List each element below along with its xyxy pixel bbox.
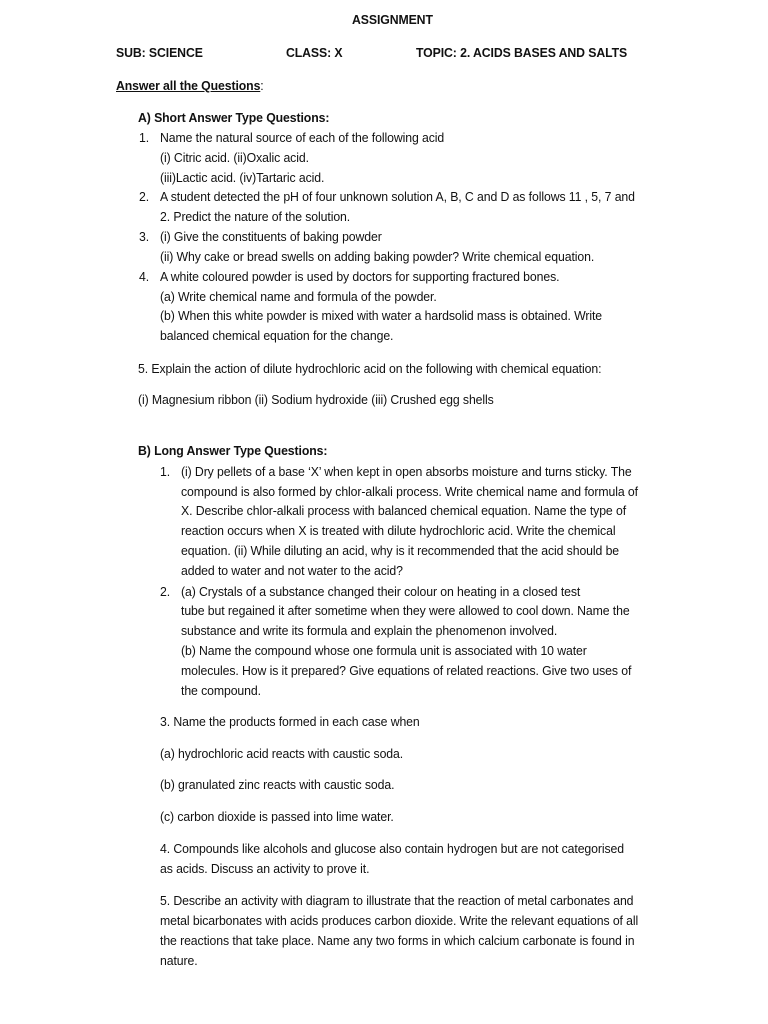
section-a-q3-text: (i) Give the constituents of baking powder — [160, 229, 382, 244]
instruction-text: Answer all the Questions — [116, 78, 261, 93]
assignment-title: ASSIGNMENT — [352, 12, 433, 27]
section-a-q1-line3: (iii)Lactic acid. (iv)Tartaric acid. — [160, 170, 325, 185]
section-a-q4-text: A white coloured powder is used by doctors for supporting fractured bones. — [160, 269, 560, 284]
section-a-q2-number: 2. — [139, 189, 150, 204]
section-a-q4-number: 4. — [139, 269, 150, 284]
section-b-heading: B) Long Answer Type Questions: — [138, 443, 328, 458]
section-a-q1-line2: (i) Citric acid. (ii)Oxalic acid. — [160, 150, 309, 165]
section-a-q1-number: 1. — [139, 130, 150, 145]
class-label: CLASS: X — [286, 45, 343, 60]
section-a-q3-line2: (ii) Why cake or bread swells on adding baking powder? Write chemical equation. — [160, 249, 595, 264]
section-a-q4-line3: (b) When this white powder is mixed with water a hardsolid mass is obtained. Write — [160, 308, 603, 323]
section-b-q2-line5: molecules. How is it prepared? Give equations of related reactions. Give two uses of — [181, 663, 632, 678]
subject-label: SUB: SCIENCE — [116, 45, 203, 60]
section-a-q5-line1: 5. Explain the action of dilute hydrochloric acid on the following with chemical equation: — [138, 361, 602, 376]
section-b-q5-line4: nature. — [160, 953, 198, 968]
section-b-q4-line1: 4. Compounds like alcohols and glucose also contain hydrogen but are not categorised — [160, 841, 624, 856]
section-a-q5-line2: (i) Magnesium ribbon (ii) Sodium hydroxide (iii) Crushed egg shells — [138, 392, 494, 407]
section-a-q1-text: Name the natural source of each of the following acid — [160, 130, 445, 145]
section-b-q3-line1: 3. Name the products formed in each case when — [160, 714, 420, 729]
section-a-q4-line2: (a) Write chemical name and formula of the powder. — [160, 289, 437, 304]
section-b-q3-part-c: (c) carbon dioxide is passed into lime water. — [160, 809, 394, 824]
section-b-q5-line3: the reactions that take place. Name any two forms in which calcium carbonate is found in — [160, 933, 635, 948]
instruction-line — [116, 78, 264, 94]
section-a-q3-number: 3. — [139, 229, 150, 244]
section-b-q2-line1: (a) Crystals of a substance changed their colour on heating in a closed test — [181, 584, 581, 599]
section-b-q1-line4: reaction occurs when X is treated with dilute hydrochloric acid. Write the chemical — [181, 523, 616, 538]
section-b-q1-line2: compound is also formed by chlor-alkali process. Write chemical name and formula of — [181, 484, 638, 499]
section-b-q1-line3: X. Describe chlor-alkali process with balanced chemical equation. Name the type of — [181, 503, 627, 518]
section-b-q1-line5: equation. (ii) While diluting an acid, why is it recommended that the acid should be — [181, 543, 620, 558]
section-b-q5-line1: 5. Describe an activity with diagram to illustrate that the reaction of metal carbonates and — [160, 893, 634, 908]
section-b-q4-line2: as acids. Discuss an activity to prove it. — [160, 861, 370, 876]
section-b-q2-line4: (b) Name the compound whose one formula unit is associated with 10 water — [181, 643, 587, 658]
section-b-q5-line2: metal bicarbonates with acids produces carbon dioxide. Write the relevant equations of all — [160, 913, 639, 928]
section-a-heading: A) Short Answer Type Questions: — [138, 110, 330, 125]
topic-label: TOPIC: 2. ACIDS BASES AND SALTS — [416, 45, 628, 60]
section-b-q2-line6: the compound. — [181, 683, 261, 698]
section-b-q1-line6: added to water and not water to the acid? — [181, 563, 403, 578]
section-a-q4-line4: balanced chemical equation for the change. — [160, 328, 394, 343]
section-b-q3-part-a: (a) hydrochloric acid reacts with caustic soda. — [160, 746, 404, 761]
section-b-q1-line1: (i) Dry pellets of a base ‘X’ when kept in open absorbs moisture and turns sticky. The — [181, 464, 632, 479]
section-b-q1-number: 1. — [160, 464, 171, 479]
section-a-q2-text: A student detected the pH of four unknown solution A, B, C and D as follows 11 , 5, 7 and — [160, 189, 635, 204]
instruction-colon: : — [260, 78, 264, 93]
section-b-q2-number: 2. — [160, 584, 171, 599]
section-b-q2-line2: tube but regained it after sometime when they were allowed to cool down. Name the — [181, 603, 630, 618]
section-b-q2-line3: substance and write its formula and explain the phenomenon involved. — [181, 623, 558, 638]
section-b-q3-part-b: (b) granulated zinc reacts with caustic soda. — [160, 777, 395, 792]
section-a-q2-line2: 2. Predict the nature of the solution. — [160, 209, 351, 224]
